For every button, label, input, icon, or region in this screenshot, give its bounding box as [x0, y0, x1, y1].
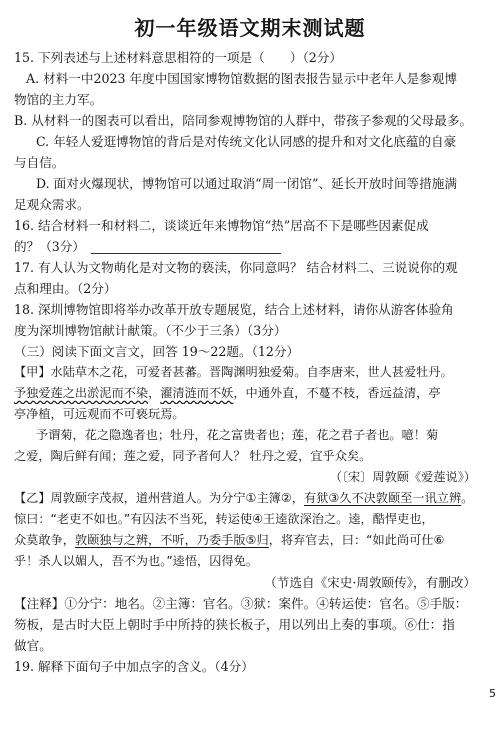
- q15-option-b: B. 从材料一的图表可以看出，陪同参观博物馆的人群中，带孩子参观的父母最多。: [14, 113, 473, 128]
- jia-line5: 之爱，陶后鲜有闻；莲之爱，同予者何人？ 牡丹之爱，宜乎众矣。: [14, 449, 372, 463]
- notes-line1: 【注释】①分宁：地名。②主簿：官名。③狱：案件。④转运使：官名。⑤手版：: [14, 596, 468, 611]
- jia-line4: 予谓菊，花之隐逸者也；牡丹，花之富贵者也；莲，花之君子者也。噫！菊: [36, 428, 439, 442]
- question-16: [14, 215, 486, 257]
- q15-option-a-line2: 物馆的主力军。: [14, 92, 103, 107]
- yi-line3-end: ，将弃官去，曰：“如此尚可仕⑥: [268, 533, 445, 547]
- yi-line4: 乎！杀人以媚人，吾不为也。”逵悟，囚得免。: [14, 554, 258, 568]
- passage-yi: [14, 488, 486, 593]
- yi-line3: [14, 530, 486, 551]
- yi-line1-end: 。: [461, 491, 474, 505]
- question-15: [14, 47, 486, 215]
- yi-line2: 惊曰：“老吏不如也。”有囚法不当死，转运使④王逵欲深治之。逵，酷悍吏也，: [14, 512, 434, 526]
- jia-source: （〔宋〕周敦颐《爱莲说》）: [329, 470, 476, 484]
- yi-line3-start: 众莫敢争，: [14, 533, 75, 547]
- jia-line1: 【甲】水陆草木之花，可爱者甚蕃。晋陶渊明独爱菊。自李唐来，世人甚爱牡丹。: [14, 365, 453, 379]
- q15-option-c-line2: 与自信。: [14, 155, 65, 170]
- notes-line3: 做官。: [14, 638, 52, 653]
- q18-line1: 18. 深圳博物馆即将举办改革开放专题展览，结合上述材料，请你从游客体验角: [14, 302, 454, 317]
- jia-comma: ，: [148, 386, 161, 400]
- jia-line2-rest: ，中通外直，不蔓不枝，香远益清，亭: [233, 386, 441, 400]
- yi-line1-start: 【乙】周敦颐字茂叔，道州营道人。为分宁①主簿②，: [14, 491, 304, 505]
- yi-line1: [14, 488, 486, 509]
- yi-source: （节选自《宋史·周敦颐传》，有删改）: [264, 575, 476, 590]
- question-19: 19. 解释下面句子中加点字的含义。（4分）: [14, 659, 254, 674]
- yi-underlined-sentence-1: 有狱③久不决敦颐至一讯立辨: [303, 491, 462, 505]
- q17-line2: 点和理由。（2分）: [14, 281, 117, 296]
- q15-stem: 15. 下列表述与上述材料意思相符的一项是（ ）（2分）: [14, 50, 342, 65]
- q15-option-d-line1: D. 面对火爆现状，博物馆可以通过取消“周一闭馆”、延长开放时间等措施满: [36, 176, 457, 191]
- yi-underlined-sentence-2: 敦颐独与之辨，不听，乃委手版⑤归: [74, 533, 269, 547]
- notes: [14, 593, 486, 656]
- q15-option-c-line1: C. 年轻人爱逛博物馆的背后是对传统文化认同感的提升和对文化底蕴的自豪: [36, 134, 457, 149]
- question-17: [14, 257, 486, 299]
- notes-line2: 笏板，是古时大臣上朝时手中所持的狭长板子，用以列出上奏的事项。⑥仕：指: [14, 617, 455, 632]
- section-3-heading: （三）阅读下面文言文，回答 19～22题。（12分）: [14, 344, 300, 359]
- page-number: 5: [489, 687, 496, 700]
- answer-blank-line: [91, 241, 281, 254]
- q16-line2-text: 的？（3分）: [14, 239, 85, 254]
- jia-line3: 亭净植，可远观而不可亵玩焉。: [14, 407, 185, 421]
- jia-line2: [14, 383, 486, 404]
- q18-line2: 度为深圳博物馆献计献策。（不少于三条）（3分）: [14, 323, 287, 338]
- exam-title: 初一年级语文期末测试题: [134, 16, 366, 40]
- q16-line2: [14, 236, 486, 257]
- passage-jia: [14, 362, 486, 488]
- jia-wavy-phrase-1: 予独爱莲之出淤泥而不染: [14, 386, 149, 400]
- q15-option-d-line2: 足观众需求。: [14, 197, 90, 212]
- q17-line1: 17. 有人认为文物萌化是对文物的亵渎，你同意吗？ 结合材料二、三说说你的观: [14, 260, 458, 275]
- jia-wavy-phrase-2: 濯清涟而不妖: [160, 386, 234, 400]
- q16-line1: 16. 结合材料一和材料二，谈谈近年来博物馆“热”居高不下是哪些因素促成: [14, 218, 429, 233]
- question-18: [14, 299, 486, 341]
- q15-option-a-line1: A. 材料一中2023 年度中国国家博物馆数据的图表报告显示中老年人是参观博: [26, 71, 457, 86]
